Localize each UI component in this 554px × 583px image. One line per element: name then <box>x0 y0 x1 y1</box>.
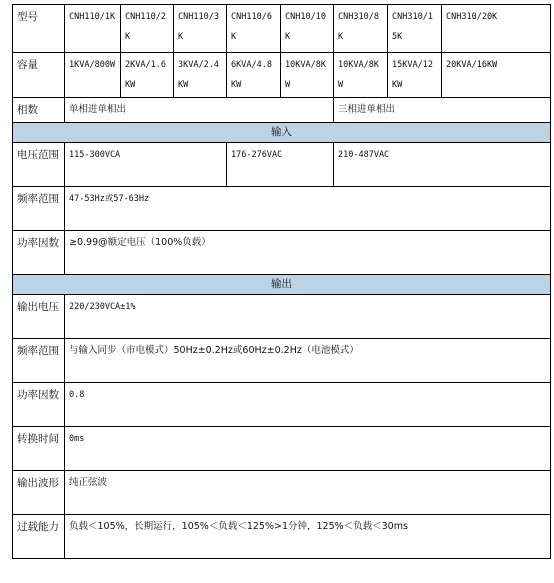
model-label: 型号 <box>13 5 65 53</box>
input-frequency-label: 频率范围 <box>13 187 65 231</box>
output-section-title: 输出 <box>13 275 551 295</box>
overload-label: 过载能力 <box>13 515 65 559</box>
input-voltage-label: 电压范围 <box>13 143 65 187</box>
capacity-cell: 6KVA/4.8KW <box>227 53 281 98</box>
model-cell: CNH110/3K <box>174 5 227 53</box>
input-voltage-value: 210-487VAC <box>334 143 551 187</box>
phase-three-value: 三相进单相出 <box>334 98 551 123</box>
capacity-label: 容量 <box>13 53 65 98</box>
output-voltage-value: 220/230VCA±1% <box>65 295 551 339</box>
input-power-factor-label: 功率因数 <box>13 231 65 275</box>
input-voltage-row <box>13 143 551 187</box>
transfer-time-value: 0ms <box>65 427 551 471</box>
input-frequency-row <box>13 187 551 231</box>
model-cell: CNH110/1K <box>65 5 121 53</box>
capacity-cell: 15KVA/12KW <box>388 53 442 98</box>
model-cell: CNH110/6K <box>227 5 281 53</box>
model-cell: CNH110/2K <box>121 5 174 53</box>
output-waveform-row <box>13 471 551 515</box>
output-power-factor-label: 功率因数 <box>13 383 65 427</box>
overload-value: 负载＜105%，长期运行，105%＜负载＜125%>1分钟，125%＜负载＜30ms <box>65 515 551 559</box>
input-voltage-value: 115-300VCA <box>65 143 227 187</box>
input-frequency-value: 47-53Hz或57-63Hz <box>65 187 551 231</box>
model-cell: CNH310/15K <box>388 5 442 53</box>
output-waveform-label: 输出波形 <box>13 471 65 515</box>
output-frequency-value: 与输入同步（市电模式）50Hz±0.2Hz或60Hz±0.2Hz（电池模式） <box>65 339 551 383</box>
output-waveform-value: 纯正弦波 <box>65 471 551 515</box>
ups-spec-table <box>12 4 551 559</box>
capacity-cell: 10KVA/8KW <box>334 53 388 98</box>
model-cell: CNH310/20K <box>442 5 551 53</box>
model-row <box>13 5 551 53</box>
input-power-factor-value: ≥0.99@额定电压（100%负载） <box>65 231 551 275</box>
output-frequency-row <box>13 339 551 383</box>
capacity-cell: 2KVA/1.6KW <box>121 53 174 98</box>
capacity-cell: 10KVA/8KW <box>281 53 334 98</box>
input-section-header <box>13 123 551 143</box>
output-voltage-row <box>13 295 551 339</box>
phase-row <box>13 98 551 123</box>
phase-label: 相数 <box>13 98 65 123</box>
overload-row <box>13 515 551 559</box>
capacity-cell: 20KVA/16KW <box>442 53 551 98</box>
model-cell: CNH10/10K <box>281 5 334 53</box>
capacity-cell: 1KVA/800W <box>65 53 121 98</box>
transfer-time-row <box>13 427 551 471</box>
capacity-cell: 3KVA/2.4KW <box>174 53 227 98</box>
output-power-factor-value: 0.8 <box>65 383 551 427</box>
input-power-factor-row <box>13 231 551 275</box>
output-section-header <box>13 275 551 295</box>
phase-single-value: 单相进单相出 <box>65 98 334 123</box>
transfer-time-label: 转换时间 <box>13 427 65 471</box>
input-voltage-value: 176-276VAC <box>227 143 334 187</box>
model-cell: CNH310/8K <box>334 5 388 53</box>
output-voltage-label: 输出电压 <box>13 295 65 339</box>
capacity-row <box>13 53 551 98</box>
output-frequency-label: 频率范围 <box>13 339 65 383</box>
output-power-factor-row <box>13 383 551 427</box>
input-section-title: 输入 <box>13 123 551 143</box>
